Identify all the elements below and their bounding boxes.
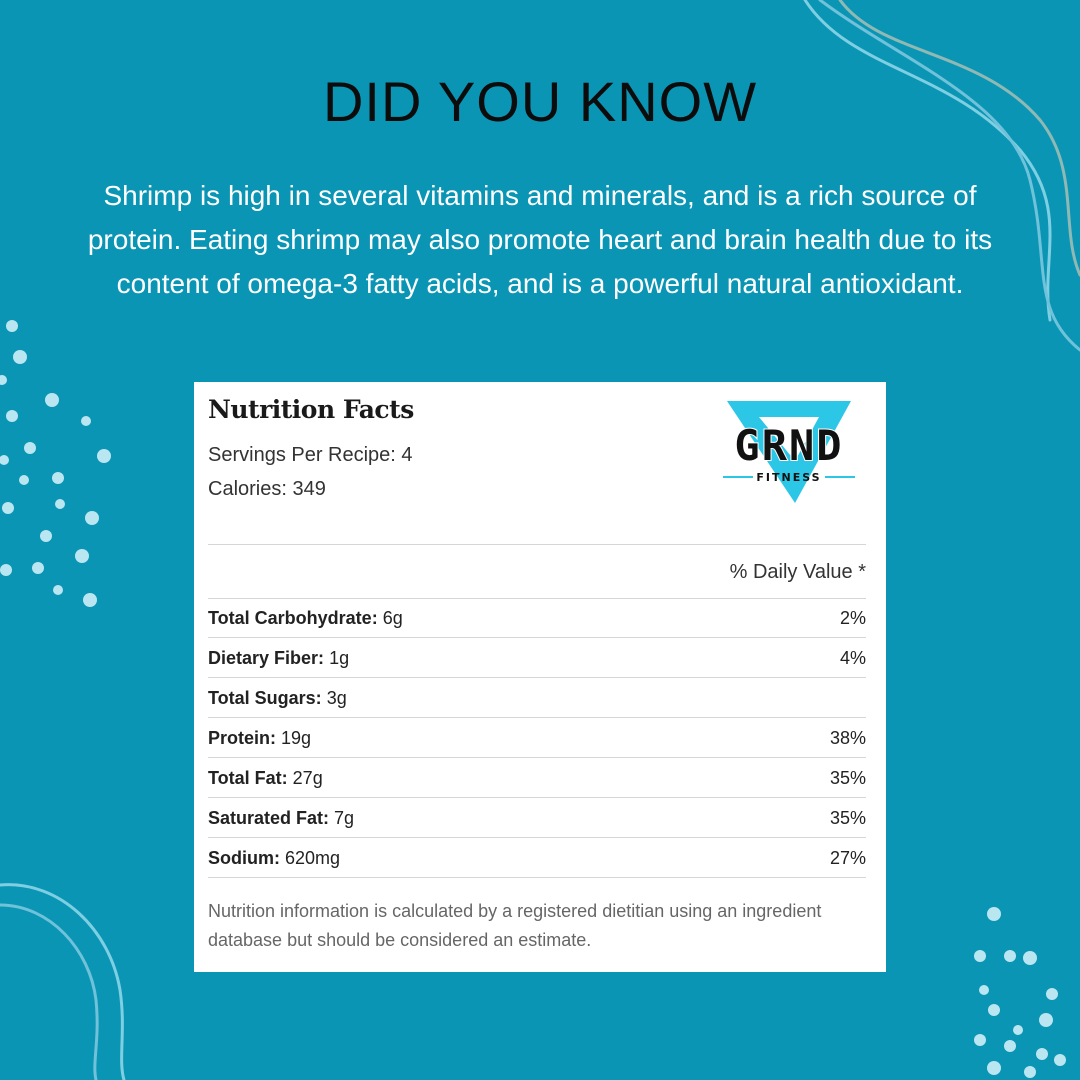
- dot: [55, 499, 65, 509]
- nutrient-amount: 6g: [382, 608, 403, 628]
- dot: [45, 393, 59, 407]
- bottom-left-squiggle-2: [0, 905, 97, 1080]
- nutrient-label: [208, 768, 323, 789]
- nutrient-row: [208, 638, 866, 678]
- nutrient-amount: 19g: [281, 728, 312, 748]
- nutrient-name: Sodium:: [208, 848, 280, 868]
- nutrient-amount: 27g: [292, 768, 323, 788]
- nutrition-facts-card: [194, 382, 886, 972]
- nutrient-table: [208, 598, 866, 878]
- dot: [1039, 1013, 1053, 1027]
- nutrient-amount: 1g: [329, 648, 350, 668]
- dot: [81, 416, 91, 426]
- dot: [1023, 951, 1037, 965]
- nutrient-daily-value: 35%: [829, 808, 866, 828]
- nutrient-row: [208, 798, 866, 838]
- dot: [0, 455, 9, 465]
- dot: [988, 1004, 1000, 1016]
- nutrient-row: [208, 678, 866, 718]
- dot: [1036, 1048, 1048, 1060]
- nutrient-row: [208, 758, 866, 798]
- divider: [208, 544, 866, 545]
- nutrient-row: [208, 838, 866, 878]
- nutrient-label: [208, 808, 354, 829]
- dot: [24, 442, 36, 454]
- dot: [2, 502, 14, 514]
- nutrient-daily-value: 38%: [829, 728, 866, 748]
- headline: DID YOU KNOW: [322, 70, 758, 133]
- dot: [13, 350, 27, 364]
- servings-per-recipe: Servings Per Recipe: 4: [208, 444, 413, 466]
- nutrient-name: Saturated Fat:: [208, 808, 330, 828]
- nutrient-name: Total Fat:: [208, 768, 288, 788]
- dot: [19, 475, 29, 485]
- nutrient-row: [208, 718, 866, 758]
- nutrient-amount: 3g: [326, 688, 347, 708]
- nutrient-amount: 7g: [334, 808, 355, 828]
- dot: [52, 472, 64, 484]
- dot: [32, 562, 44, 574]
- dot: [974, 1034, 986, 1046]
- nutrient-daily-value: 4%: [839, 648, 866, 668]
- nutrient-daily-value: 2%: [839, 608, 866, 628]
- dot: [40, 530, 52, 542]
- dot: [1004, 950, 1016, 962]
- nutrient-label: [208, 848, 340, 869]
- logo-subtitle: FITNESS: [756, 471, 822, 484]
- nutrient-name: Protein:: [208, 728, 277, 748]
- dot: [53, 585, 63, 595]
- dot: [1004, 1040, 1016, 1052]
- nutrient-name: Dietary Fiber:: [208, 648, 325, 668]
- dot: [6, 320, 18, 332]
- nutrient-row: [208, 598, 866, 638]
- dot: [979, 985, 989, 995]
- dot: [987, 907, 1001, 921]
- dot: [83, 593, 97, 607]
- dot: [6, 410, 18, 422]
- dot: [75, 549, 89, 563]
- shrimp-fact-text: Shrimp is high in several vitamins and minerals, and is a rich source of protein. Eating shrimp may also promote heart and brain health due to its content of omega-3 fatty acids, and is a powerful natural antioxidant.: [87, 180, 993, 299]
- dot: [987, 1061, 1001, 1075]
- dot: [1013, 1025, 1023, 1035]
- nutrient-name: Total Sugars:: [208, 688, 322, 708]
- calories: Calories: 349: [208, 478, 326, 500]
- nutrient-name: Total Carbohydrate:: [208, 608, 378, 628]
- nutrient-label: [208, 728, 311, 749]
- dot: [974, 950, 986, 962]
- nutrient-daily-value: 35%: [829, 768, 866, 788]
- card-title: Nutrition Facts: [208, 395, 414, 424]
- nutrient-label: [208, 688, 347, 709]
- dot: [85, 511, 99, 525]
- nutrient-label: [208, 608, 403, 629]
- dot: [1054, 1054, 1066, 1066]
- nutrient-daily-value: 27%: [829, 848, 866, 868]
- footnote: Nutrition information is calculated by a registered dietitian using an ingredient database but should be considered an estimate.: [208, 901, 822, 950]
- dot: [0, 375, 7, 385]
- nutrient-amount: 620mg: [285, 848, 341, 868]
- dot: [0, 564, 12, 576]
- nutrient-label: [208, 648, 349, 669]
- dot: [1046, 988, 1058, 1000]
- dot: [97, 449, 111, 463]
- logo-wordmark: GRND: [734, 421, 844, 470]
- dot: [1024, 1066, 1036, 1078]
- grnd-fitness-logo: [719, 397, 859, 507]
- daily-value-header: % Daily Value *: [729, 561, 866, 583]
- bottom-left-squiggle-1: [0, 885, 124, 1080]
